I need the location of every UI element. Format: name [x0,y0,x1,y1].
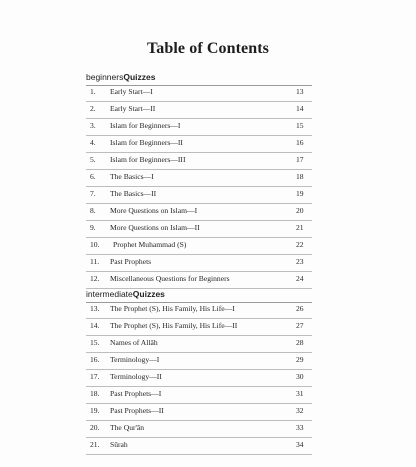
section-heading-prefix: beginners [86,72,124,82]
entry-title: The Qur'ān [110,423,145,432]
entry-title: Early Start—I [110,87,153,96]
entry-title: Terminology—II [110,372,162,381]
entry-number: 15. [90,338,100,347]
entry-title: More Questions on Islam—I [110,206,198,215]
entry-page-number: 32 [296,406,304,415]
toc-entry [86,220,312,238]
entry-page-number: 21 [296,223,304,232]
entry-page-number: 15 [296,121,304,130]
entry-number: 17. [90,372,100,381]
toc-entry [86,152,312,170]
entry-page-number: 14 [296,104,304,113]
toc-entry [86,301,312,319]
toc-entry [86,135,312,153]
entry-number: 7. [90,189,96,198]
entry-number: 13. [90,304,100,313]
entry-number: 1. [90,87,96,96]
entry-title: Past Prophets [110,257,152,266]
toc-entry [86,271,312,289]
entry-number: 8. [90,206,96,215]
entry-title: The Prophet (S), His Family, His Life—II [110,321,238,330]
entry-title: Miscellaneous Questions for Beginners [110,274,230,283]
toc-entry [86,203,312,221]
entry-page-number: 27 [296,321,304,330]
toc-entry [86,403,312,421]
toc-entry [86,318,312,336]
entry-title: More Questions on Islam—II [110,223,200,232]
entry-page-number: 13 [296,87,304,96]
toc-entry [86,169,312,187]
entry-title: Sūrah [110,440,128,449]
entry-title: Islam for Beginners—III [110,155,186,164]
entry-page-number: 26 [296,304,304,313]
entry-page-number: 31 [296,389,304,398]
section-heading-suffix: Quizzes [132,289,165,299]
entry-number: 20. [90,423,100,432]
entry-page-number: 17 [296,155,304,164]
entry-title: Terminology—I [110,355,160,364]
entry-page-number: 22 [296,240,304,249]
entry-number: 3. [90,121,96,130]
toc-entry [86,420,312,438]
entry-page-number: 30 [296,372,304,381]
entry-number: 19. [90,406,100,415]
entry-title: The Prophet (S), His Family, His Life—I [110,304,235,313]
entry-number: 2. [90,104,96,113]
entry-page-number: 28 [296,338,304,347]
entry-page-number: 16 [296,138,304,147]
toc-entry [86,369,312,387]
toc-entry [86,386,312,404]
entry-number: 18. [90,389,100,398]
entry-number: 16. [90,355,100,364]
entry-number: 11. [90,257,100,266]
section-heading-prefix: intermediate [86,289,133,299]
entry-number: 5. [90,155,96,164]
entry-page-number: 29 [296,355,304,364]
entry-page-number: 33 [296,423,304,432]
entry-title: The Basics—II [110,189,157,198]
toc-entry [86,335,312,353]
toc-entry [86,186,312,204]
entry-title: The Basics—I [110,172,154,181]
toc-entry [86,254,312,272]
entry-number: 14. [90,321,100,330]
entry-number: 6. [90,172,96,181]
entry-page-number: 20 [296,206,304,215]
entry-title: Early Start—II [110,104,156,113]
page-title: Table of Contents [146,40,269,57]
toc-entry [86,437,312,455]
entry-title: Past Prophets—II [110,406,164,415]
toc-entry [86,101,312,119]
entry-page-number: 23 [296,257,304,266]
entry-page-number: 19 [296,189,304,198]
entry-page-number: 24 [296,274,304,283]
entry-title: Prophet Muhammad (S) [113,240,187,249]
entry-page-number: 18 [296,172,304,181]
toc-entry [86,352,312,370]
entry-number: 21. [90,440,100,449]
entry-page-number: 34 [296,440,304,449]
entry-number: 12. [90,274,100,283]
section-heading-suffix: Quizzes [123,72,156,82]
toc-entry [86,118,312,136]
toc-entry [86,84,312,102]
entry-number: 9. [90,223,96,232]
entry-title: Past Prophets—I [110,389,162,398]
entry-number: 10. [90,240,100,249]
entry-number: 4. [90,138,96,147]
entry-title: Islam for Beginners—I [110,121,181,130]
entry-title: Islam for Beginners—II [110,138,183,147]
entry-title: Names of Allāh [110,338,158,347]
toc-entry [86,237,312,255]
